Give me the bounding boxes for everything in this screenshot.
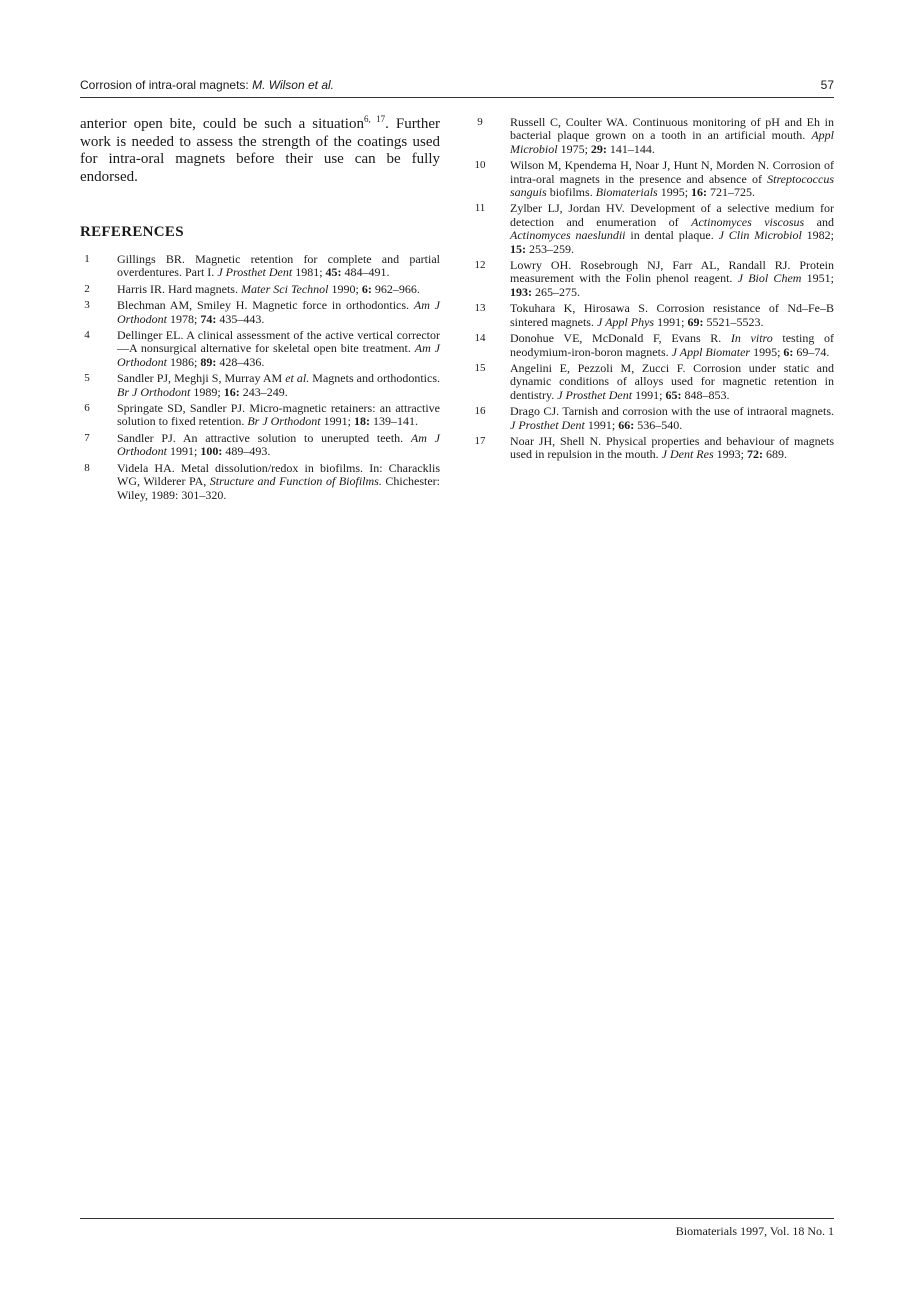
reference-item [80,329,440,369]
journal-name: Am J Orthodont [117,430,440,459]
journal-name: J Biol Chem [737,271,802,286]
journal-name: J Prosthet Dent [557,387,633,402]
reference-item [80,402,440,429]
journal-name: Biomaterials [595,185,658,200]
journal-name: Structure and Function of Biofilms. [209,474,382,489]
reference-item [473,259,834,299]
reference-number: 12 [474,259,486,272]
reference-text: Zylber LJ, Jordan HV. Development of a selective medium for detection and enumeration of Actinomyces viscosus and Actinomyces naeslundii in dental plaque. J Clin Microbiol 1982; 15: 253–259. [510,201,835,256]
reference-number: 2 [84,282,90,295]
journal-name: J Dent Res [661,447,714,462]
reference-number: 11 [474,202,486,215]
journal-name: J Prosthet Dent [510,417,585,432]
reference-number: 9 [477,116,483,128]
reference-text: Harris IR. Hard magnets. Mater Sci Technol 1990; 6: 962–966. [117,281,420,296]
body-paragraph: anterior open bite, could be such a situation$^{6, 17}$. Further work is needed to assess the strength of the coatings used for intra-oral magnets before their use can be fully endorsed. [80,114,441,185]
reference-item [80,253,440,280]
reference-text: Gillings BR. Magnetic retention for complete and partial overdentures. Part I. J Prosthet Dent 1981; 45: 484–491. [117,252,440,280]
reference-number: 4 [84,329,90,342]
reference-item [473,202,834,256]
reference-text: Videla HA. Metal dissolution/redox in biofilms. In: Characklis WG, Wilderer PA, Structure and Function of Biofilms. Chichester: Wiley, 1989: 301–320. [117,460,441,502]
reference-number: 16 [474,405,486,418]
reference-text: Angelini E, Pezzoli M, Zucci F. Corrosion under static and dynamic conditions of alloys used for magnetic retention in dentistry. J Prosthet Dent 1991; 65: 848–853. [510,360,834,402]
reference-item [473,435,834,462]
reference-text: Lowry OH. Rosebrough NJ, Farr AL, Randall RJ. Protein measurement with the Folin phenol reagent. J Biol Chem 1951; 193: 265–275. [510,258,834,299]
running-title: Corrosion of intra-oral magnets: M. Wilson et al. [80,78,334,92]
reference-number: 14 [474,332,486,345]
journal-name: Mater Sci Technol [240,281,329,296]
reference-item [473,302,834,329]
reference-text: Wilson M, Kpendema H, Noar J, Hunt N, Morden N. Corrosion of intra-oral magnets in the presence and absence of Streptococcus sanguis biofilms. Biomaterials 1995; 16: 721–725. [510,158,834,200]
header-rule [80,97,834,98]
reference-text: Tokuhara K, Hirosawa S. Corrosion resistance of Nd–Fe–B sintered magnets. J Appl Phys 1991; 69: 5521–5523. [510,301,834,329]
reference-item [80,283,440,296]
journal-name: Br J Orthodont [247,414,321,429]
reference-text: Noar JH, Shell N. Physical properties and behaviour of magnets used in repulsion in the mouth. J Dent Res 1993; 72: 689. [510,433,834,462]
reference-item [80,462,440,502]
reference-text: Blechman AM, Smiley H. Magnetic force in orthodontics. Am J Orthodont 1978; 74: 435–443. [117,298,441,326]
reference-text: Donohue VE, McDonald F, Evans R. In vitro testing of neodymium-iron-boron magnets. J Appl Biomater 1995; 6: 69–74. [510,331,834,359]
reference-item [80,299,440,326]
reference-item [473,362,834,402]
footer-rule [80,1218,834,1219]
reference-text: Drago CJ. Tarnish and corrosion with the use of intraoral magnets. J Prosthet Dent 1991; 66: 536–540. [510,404,834,432]
left-column [80,116,440,505]
journal-name: J Appl Biomater [671,344,751,359]
reference-item [473,159,834,199]
journal-name: Am J Orthodont [117,341,440,369]
reference-text: Sandler PJ, Meghji S, Murray AM et al. Magnets and orthodontics. Br J Orthodont 1989; 16: 243–249. [117,371,440,399]
reference-number: 5 [84,372,90,385]
reference-number: 17 [474,434,486,447]
reference-number: 6 [84,402,90,415]
journal-name: J Prosthet Dent [217,265,293,280]
reference-number: 1 [84,253,90,265]
reference-item [80,432,440,459]
journal-name: Appl Microbiol [510,128,834,156]
reference-number: 7 [84,431,90,444]
reference-text: Sandler PJ. An attractive solution to unerupted teeth. Am J Orthodont 1991; 100: 489–493. [117,430,440,459]
citation-superscript: 6, 17 [363,114,386,124]
references-heading: REFERENCES [80,224,184,240]
reference-item [473,116,834,156]
reference-number: 13 [474,302,486,315]
reference-item [473,405,834,432]
journal-name: J Clin Microbiol [718,228,802,243]
reference-text: Russell C, Coulter WA. Continuous monitoring of pH and Eh in bacterial plaque grown on a tooth in an artificial mouth. Appl Microbiol 1975; 29: 141–144. [510,115,834,156]
reference-item [80,372,440,399]
reference-number: 10 [474,159,486,172]
right-column [473,116,834,465]
footer-journal-info: Biomaterials 1997, Vol. 18 No. 1 [675,1224,834,1238]
page-number: 57 [820,78,834,92]
journal-name: Am J Orthodont [117,298,441,326]
reference-item [473,332,834,359]
running-header [80,78,834,96]
journal-name: Br J Orthodont [117,384,191,399]
reference-list-left [80,253,440,502]
reference-number: 15 [474,361,486,374]
reference-number: 3 [84,299,90,312]
reference-list-right [473,116,834,462]
reference-text: Springate SD, Sandler PJ. Micro-magnetic retainers: an attractive solution to fixed retention. Br J Orthodont 1991; 18: 139–141. [117,401,440,429]
reference-number: 8 [84,461,90,474]
journal-name: J Appl Phys [596,314,655,329]
running-authors: M. Wilson et al. [252,78,334,92]
reference-text: Dellinger EL. A clinical assessment of the active vertical corrector—A nonsurgical alternative for skeletal open bite treatment. Am J Orthodont 1986; 89: 428–436. [117,328,440,369]
